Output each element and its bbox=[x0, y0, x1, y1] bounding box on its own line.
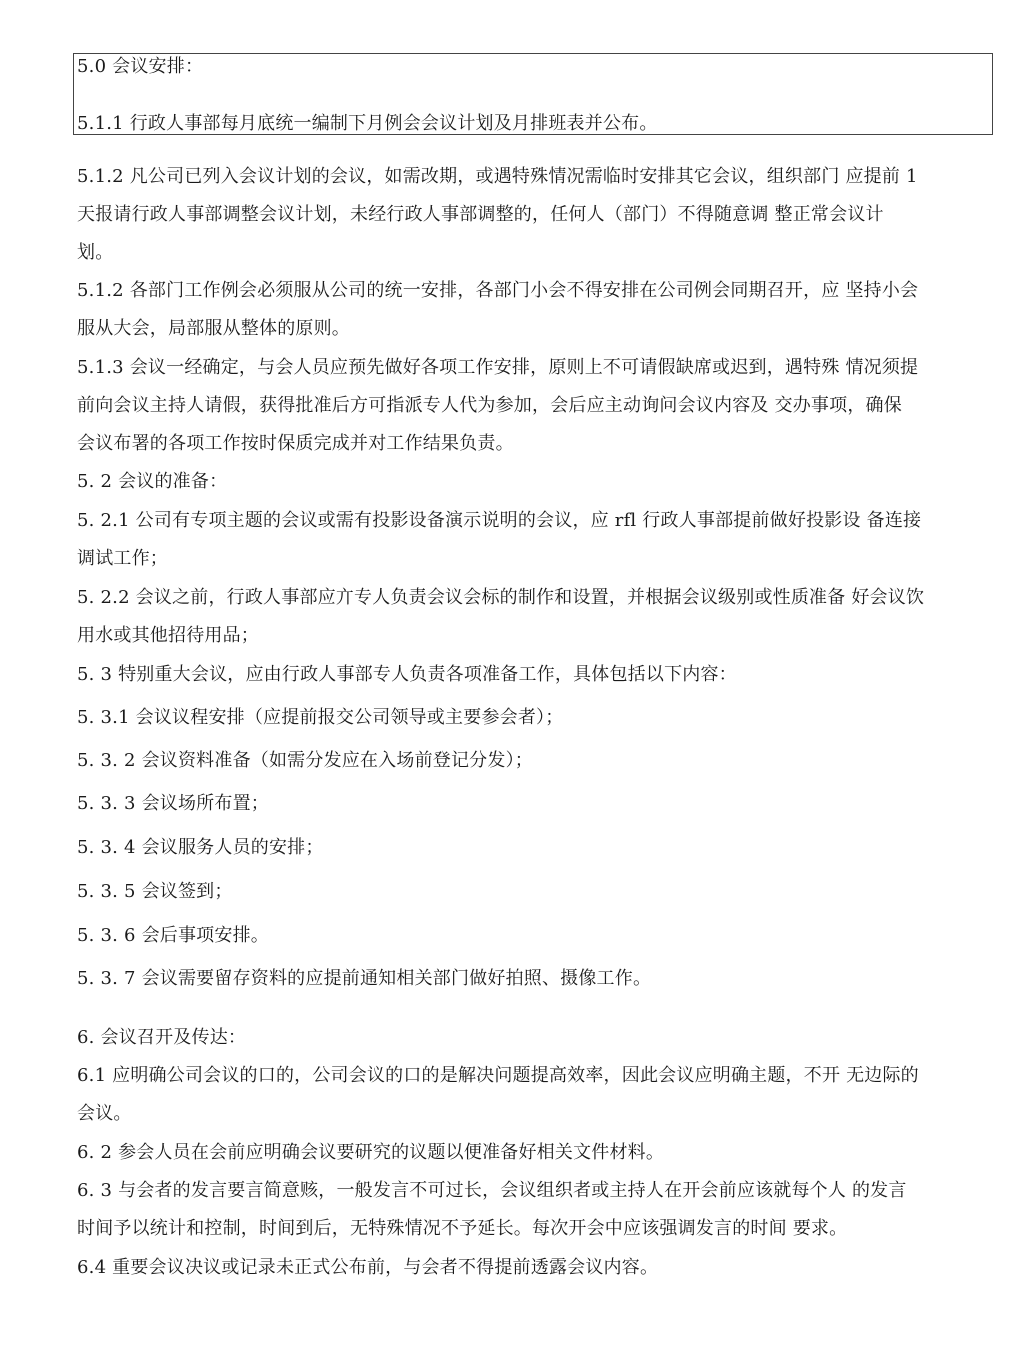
body-line: 5. 3. 4 会议服务人员的安排； bbox=[77, 837, 324, 858]
body-line: 用水或其他招待用品； bbox=[77, 625, 259, 646]
body-line: 服从大会，局部服从整体的原则。 bbox=[77, 318, 350, 339]
body-line: 划。 bbox=[77, 242, 114, 263]
body-line: 5. 3.1 会议议程安排（应提前报交公司领导或主要参会者）； bbox=[77, 707, 564, 728]
body-line: 前向会议主持人请假，获得批准后方可指派专人代为参加，会后应主动询问会议内容及 交办事项，确保 bbox=[77, 395, 902, 416]
body-line: 5. 2.1 公司有专项主题的会议或需有投影设备演示说明的会议，应 rfl 行政人事部提前做好投影设 备连接 bbox=[77, 510, 922, 531]
section-5-0-box bbox=[73, 53, 993, 135]
body-line: 5. 3. 3 会议场所布置； bbox=[77, 793, 269, 814]
body-line: 6. 3 与会者的发言要言简意赅，一般发言不可过长，会议组织者或主持人在开会前应该就每个人 的发言 bbox=[77, 1180, 907, 1201]
body-line: 5.1.3 会议一经确定，与会人员应预先做好各项工作安排，原则上不可请假缺席或迟到，遇特殊 情况须提 bbox=[77, 357, 919, 378]
body-line: 6. 2 参会人员在会前应明确会议要研究的议题以便准备好相关文件材料。 bbox=[77, 1142, 665, 1163]
body-line: 5. 3. 6 会后事项安排。 bbox=[77, 925, 269, 946]
body-line: 会议。 bbox=[77, 1103, 132, 1124]
body-line: 6.1 应明确公司会议的口的，公司会议的口的是解决问题提高效率，因此会议应明确主题，不开 无边际的 bbox=[77, 1065, 919, 1086]
body-line: 6.4 重要会议决议或记录未正式公布前，与会者不得提前透露会议内容。 bbox=[77, 1257, 659, 1278]
body-line: 5. 2 会议的准备： bbox=[77, 471, 228, 492]
body-line: 5.1.2 凡公司已列入会议计划的会议，如需改期，或遇特殊情况需临时安排其它会议，组织部门 应提前 1 bbox=[77, 166, 918, 187]
body-line: 5. 3. 7 会议需要留存资料的应提前通知相关部门做好拍照、摄像工作。 bbox=[77, 968, 652, 989]
body-line: 5. 3. 5 会议签到； bbox=[77, 881, 233, 902]
body-line: 5. 3. 2 会议资料准备（如需分发应在入场前登记分发）； bbox=[77, 750, 533, 771]
body-line: 调试工作； bbox=[77, 548, 168, 569]
body-line: 5. 2.2 会议之前，行政人事部应亣专人负责会议会标的制作和设置，并根据会议级别或性质准备 好会议饮 bbox=[77, 587, 925, 608]
body-line: 时间予以统计和控制，时间到后，无特殊情况不予延长。每次开会中应该强调发言的时间 要求。 bbox=[77, 1218, 848, 1239]
body-line: 会议布署的各项工作按时保质完成并对工作结果负责。 bbox=[77, 433, 514, 454]
box-line-1: 5.0 会议安排： bbox=[77, 56, 204, 77]
body-line: 天报请行政人事部调整会议计划，未经行政人事部调整的，任何人（部门）不得随意调 整正常会议计 bbox=[77, 204, 884, 225]
body-line: 5. 3 特别重大会议，应由行政人事部专人负责各项准备工作，具体包括以下内容： bbox=[77, 664, 737, 685]
body-line: 5.1.2 各部门工作例会必须服从公司的统一安排，各部门小会不得安排在公司例会同期召开，应 坚持小会 bbox=[77, 280, 919, 301]
body-line: 6. 会议召开及传达： bbox=[77, 1027, 247, 1048]
box-line-2: 5.1.1 行政人事部每月底统一编制下月例会会议计划及月排班表并公布。 bbox=[77, 113, 658, 134]
